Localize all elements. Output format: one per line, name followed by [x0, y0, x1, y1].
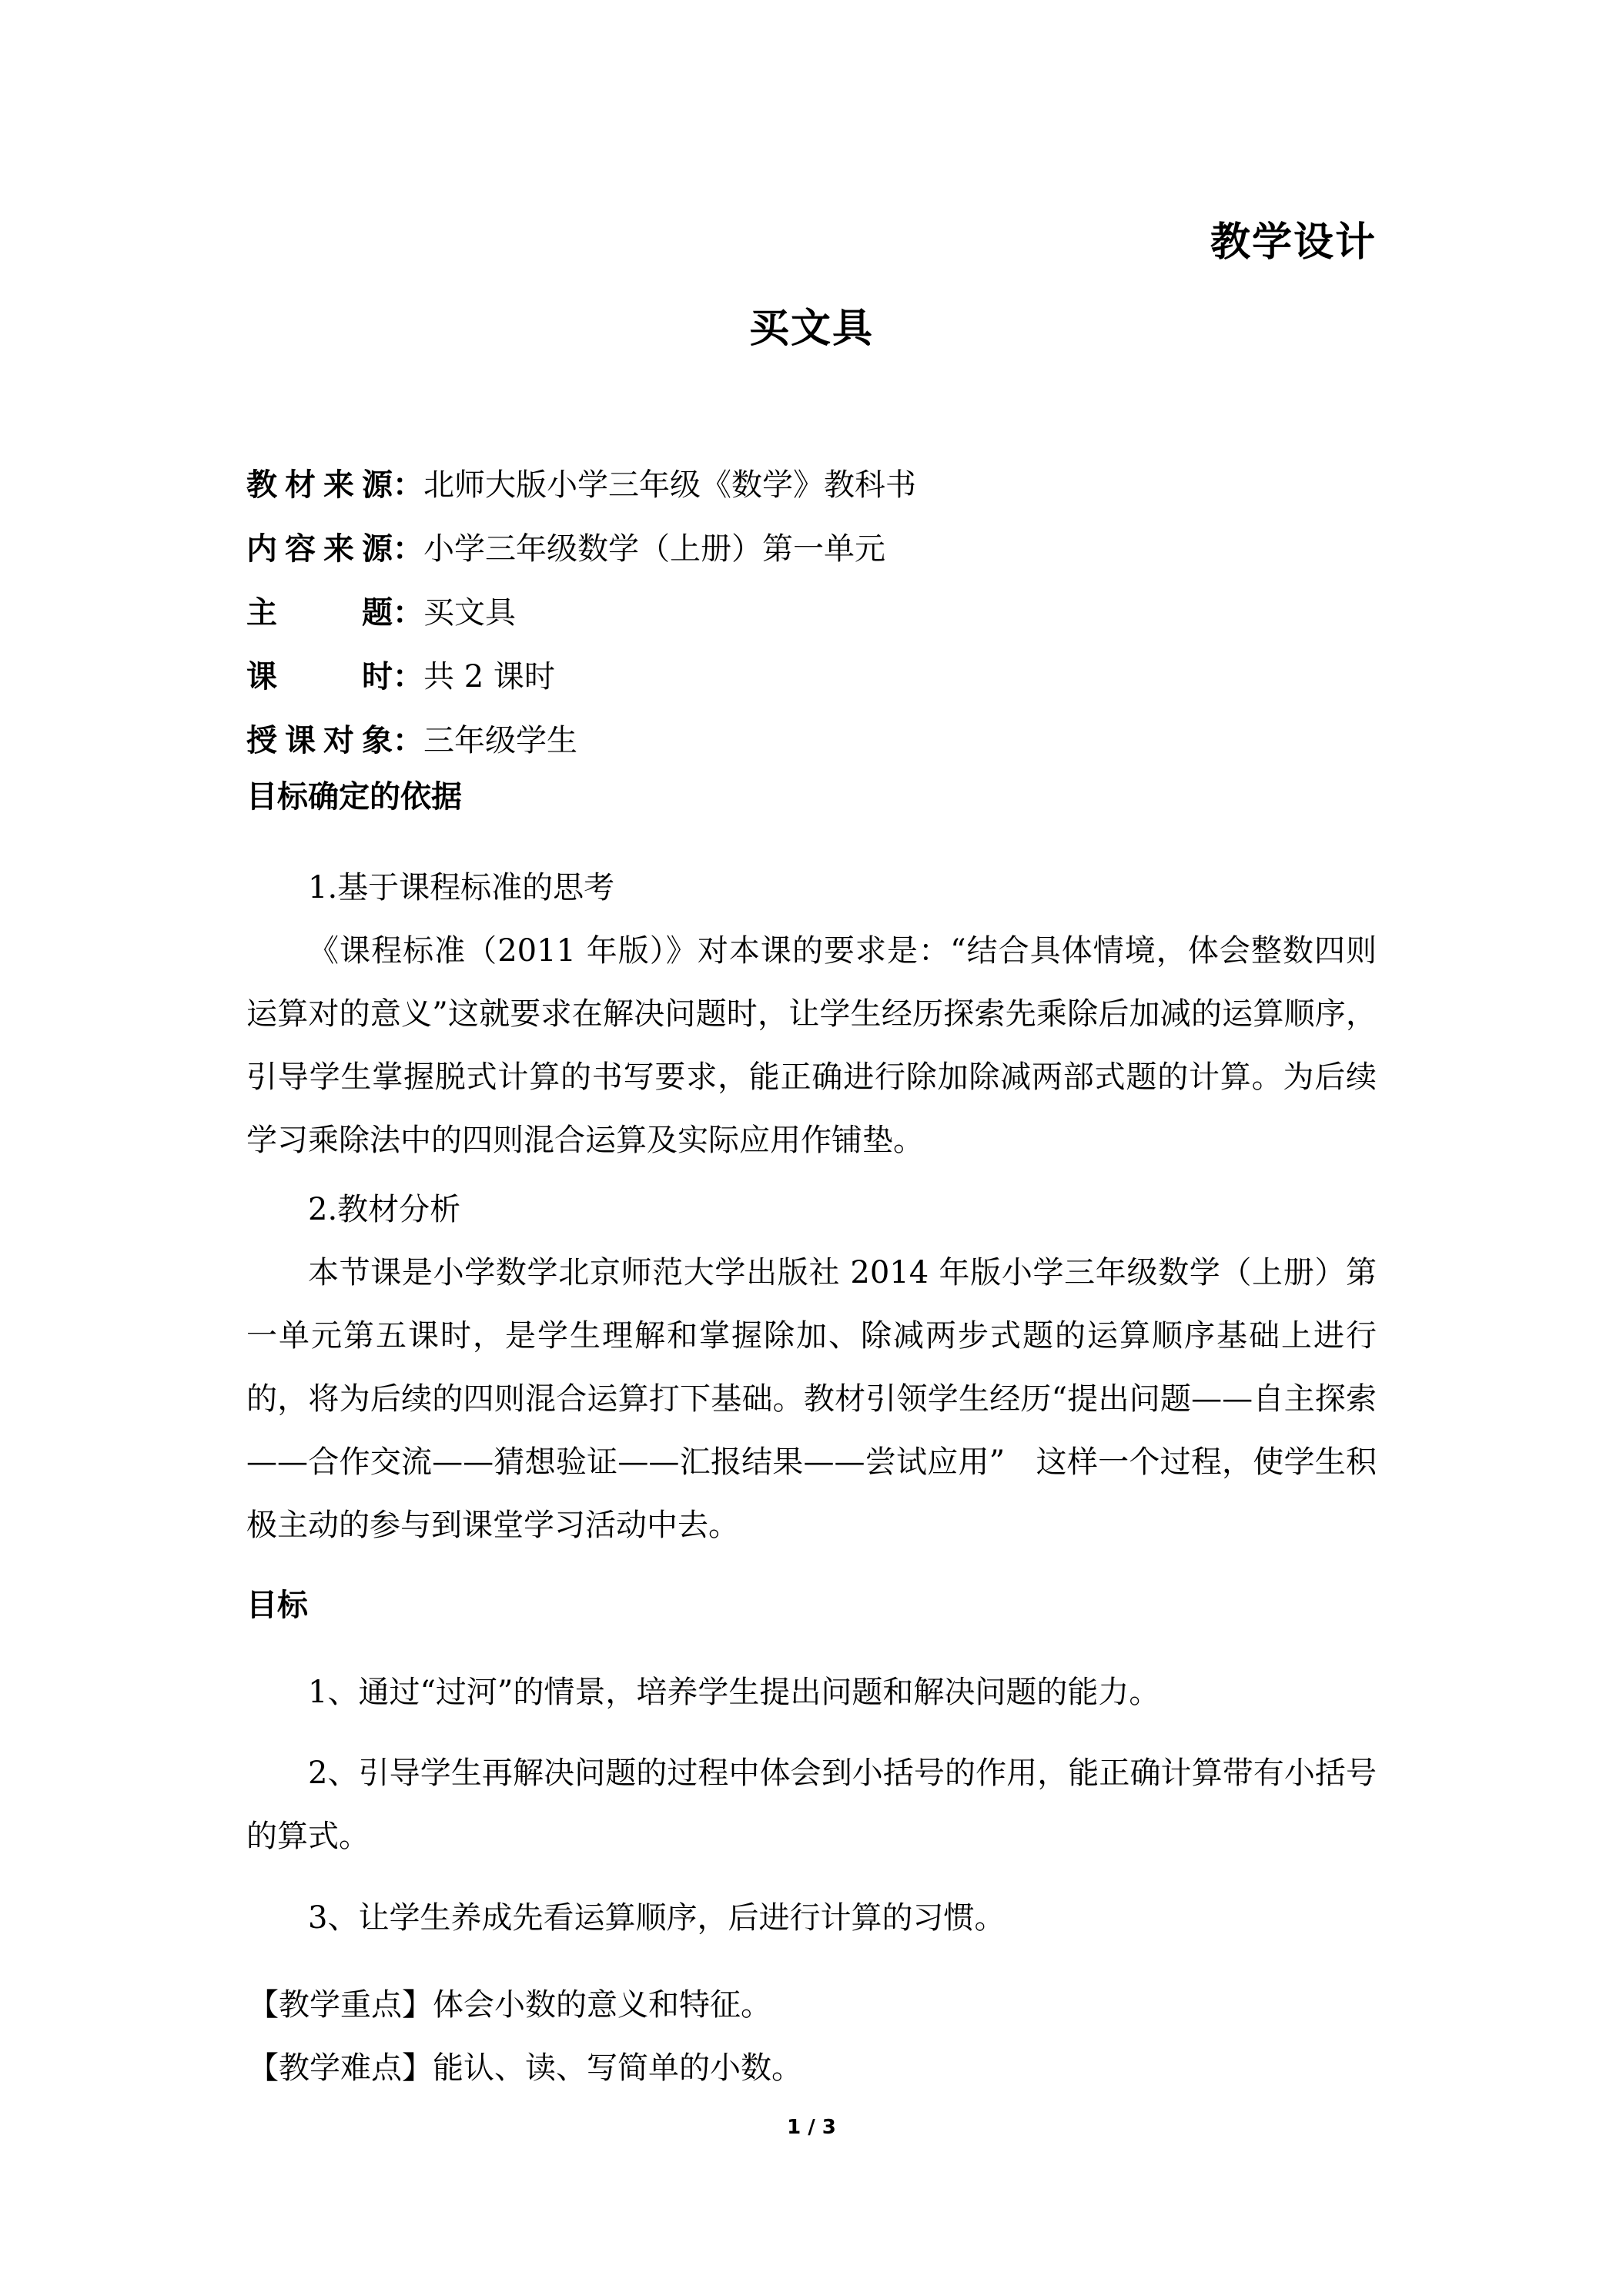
meta-row-content [246, 526, 1401, 590]
goal-item: 3、让学生养成先看运算顺序，后进行计算的习惯。 [308, 1900, 1006, 1936]
meta-key-topic: 主 题 [246, 595, 393, 631]
meta-row-hours [246, 654, 1401, 718]
teaching-difficulty-text: 能认、读、写简单的小数。 [433, 2050, 802, 2086]
meta-colon: ： [393, 723, 423, 758]
section-heading-basis: 目标确定的依据 [246, 779, 462, 815]
page-number: 1 / 3 [787, 2116, 836, 2139]
subsection-title-standards: 1.基于课程标准的思考 [308, 870, 615, 905]
teaching-focus-text: 体会小数的意义和特征。 [433, 1987, 771, 2023]
meta-key-audience: 授课对象 [246, 723, 393, 758]
teaching-difficulty-label: 【教学难点】 [248, 2050, 433, 2086]
section-heading-goals: 目标 [246, 1588, 308, 1623]
meta-key-hours: 课 时 [246, 659, 393, 694]
meta-key-source: 教材来源 [246, 467, 393, 503]
goal-item: 1、通过“过河”的情景，培养学生提出问题和解决问题的能力。 [308, 1675, 1160, 1710]
meta-key-content: 内容来源 [246, 531, 393, 567]
meta-value-content: 小学三年级数学（上册）第一单元 [423, 531, 885, 567]
page-title: 买文具 [748, 306, 874, 352]
meta-colon: ： [393, 659, 423, 694]
paragraph-textbook: 本节课是小学数学北京师范大学出版社 2014 年版小学三年级数学（上册）第一单元第五课时，是学生理解和掌握除加、除减两步式题的运算顺序基础上进行的，将为后续的四则混合运算打下基础。教材引领学生经历“提出问题——自主探索——合作交流——猜想验证——汇报结果——尝试应用” 这样一个过程，使学生积极主动的参与到课堂学习活动中去。 [246, 1255, 1377, 1543]
meta-value-topic: 买文具 [423, 595, 516, 631]
document-type-label: 教学设计 [1210, 219, 1377, 266]
goal-item: 2、引导学生再解决问题的过程中体会到小括号的作用，能正确计算带有小括号的算式。 [246, 1755, 1377, 1854]
meta-info [246, 462, 1401, 782]
meta-value-hours: 共 2 课时 [423, 659, 555, 694]
subsection-title-textbook: 2.教材分析 [308, 1192, 461, 1227]
meta-row-audience [246, 718, 1401, 782]
paragraph-standards: 《课程标准（2011 年版）》对本课的要求是：“结合具体情境，体会整数四则运算对的意义”这就要求在解决问题时，让学生经历探索先乘除后加减的运算顺序，引导学生掌握脱式计算的书写要求，能正确进行除加除减两部式题的计算。为后续学习乘除法中的四则混合运算及实际应用作铺垫。 [246, 933, 1377, 1158]
teaching-focus [248, 1982, 771, 2028]
meta-value-audience: 三年级学生 [423, 723, 577, 758]
meta-colon: ： [393, 595, 423, 631]
teaching-focus-label: 【教学重点】 [248, 1987, 433, 2023]
meta-row-source [246, 462, 1401, 526]
meta-colon: ： [393, 467, 423, 503]
meta-row-topic [246, 590, 1401, 654]
teaching-difficulty [248, 2045, 802, 2091]
meta-value-source: 北师大版小学三年级《数学》教科书 [423, 467, 916, 503]
meta-colon: ： [393, 531, 423, 567]
